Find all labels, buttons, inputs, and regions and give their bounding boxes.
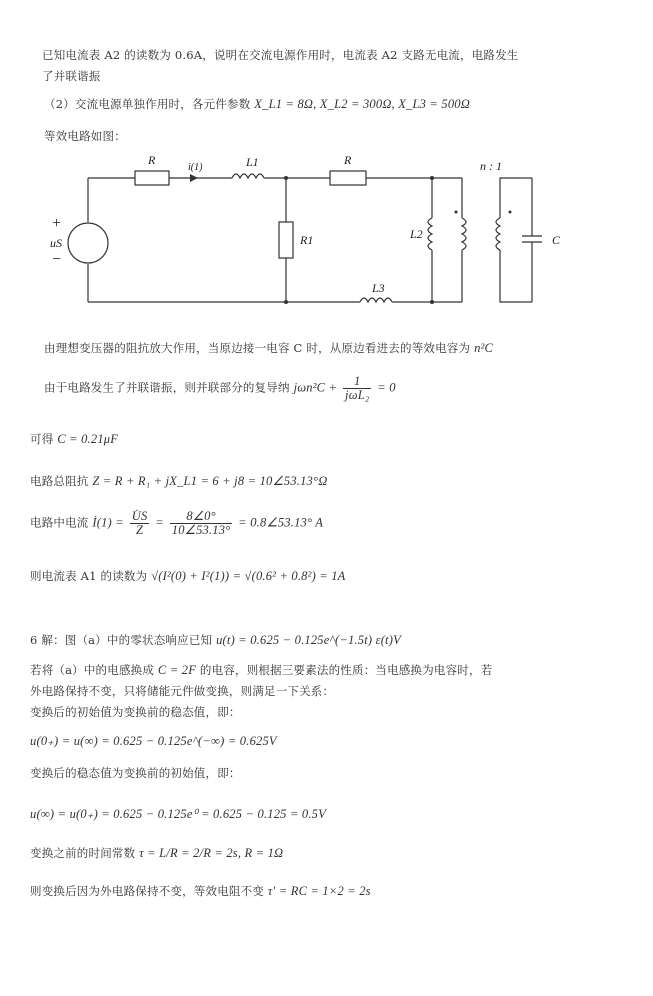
paragraph-line: 了并联谐振 <box>42 69 101 83</box>
circuit-diagram <box>0 148 653 348</box>
q6-tau-line <box>30 845 283 861</box>
label-C: C <box>552 233 561 247</box>
resonance-text: 由于电路发生了并联谐振，则并联部分的复导纳 <box>44 380 290 395</box>
equivalent-circuit-label: 等效电路如图： <box>44 129 126 143</box>
q6-p1-text: 若将（a）中的电感换成 <box>30 663 155 677</box>
q6-tau-math: τ = L/R = 2/R = 2s, R = 1Ω <box>139 846 284 860</box>
label-us: uS <box>50 236 62 250</box>
item-2-math: X_L1 = 8Ω, X_L2 = 300Ω, X_L3 = 500Ω <box>254 97 470 111</box>
c-result-math: C = 0.21μF <box>57 432 119 446</box>
current-fraction-1 <box>130 510 150 537</box>
fraction-numerator: 8∠0° <box>170 510 233 524</box>
q6-paragraph-4: 变换后的稳态值为变换前的初始值，即： <box>30 766 241 780</box>
label-plus: + <box>52 215 62 232</box>
current-rhs: = 0.8∠53.13° A <box>238 515 324 530</box>
resonance-fraction <box>343 375 371 402</box>
item-2 <box>44 96 470 112</box>
q6-header <box>30 632 401 648</box>
current-line <box>30 510 323 537</box>
label-L3: L3 <box>372 281 385 295</box>
q6-paragraph-2: 外电路保持不变，只将储能元件做变换，则满足一下关系： <box>30 684 335 698</box>
q6-equation-1: u(0₊) = u(∞) = 0.625 − 0.125e^(−∞) = 0.625V <box>30 734 277 748</box>
capacitance-result <box>30 431 118 447</box>
label-R-left: R <box>148 153 156 167</box>
item-2-text: （2）交流电源单独作用时，各元件参数 <box>44 97 251 111</box>
fraction-denominator: Z <box>135 523 144 537</box>
ammeter-a1-line <box>30 568 346 584</box>
q6-paragraph-3: 变换后的初始值为变换前的稳态值，即： <box>30 705 241 719</box>
impedance-text: 电路总阻抗 <box>30 474 89 488</box>
impedance-math: Z = R + R₁ + jX_L1 = 6 + j8 = 10∠53.13°Ω <box>92 474 328 488</box>
q6-paragraph-1 <box>30 662 492 678</box>
fraction-denominator: 10∠53.13° <box>171 523 231 537</box>
q6-math: u(t) = 0.625 − 0.125e^(−1.5t) ε(t)V <box>216 633 401 647</box>
q6-final-math: τ′ = RC = 1×2 = 2s <box>267 884 371 898</box>
transformer-line <box>44 340 493 356</box>
current-text: 电路中电流 <box>30 515 89 530</box>
current-equals: = <box>155 515 164 530</box>
c-result-text: 可得 <box>30 432 54 446</box>
label-R1: R1 <box>300 233 314 247</box>
resonance-math-b: = 0 <box>377 380 396 395</box>
q6-tau-text: 变换之前的时间常数 <box>30 846 136 860</box>
resonance-math-a: jωn²C + <box>293 380 338 395</box>
ammeter-a1-text: 则电流表 A1 的读数为 <box>30 569 148 583</box>
transformer-math: n²C <box>474 341 494 355</box>
label-minus: − <box>52 251 62 268</box>
q6-final-line <box>30 883 371 899</box>
label-i1: i(1) <box>188 162 203 173</box>
fraction-denominator: jωL₂ <box>345 388 370 402</box>
impedance-line <box>30 473 327 489</box>
transformer-text: 由理想变压器的阻抗放大作用，当原边接一电容 C 时，从原边看进去的等效电容为 <box>44 341 471 355</box>
fraction-numerator: 1 <box>343 375 371 389</box>
q6-equation-2: u(∞) = u(0₊) = 0.625 − 0.125e⁰ = 0.625 − 0.125 = 0.5V <box>30 807 326 821</box>
current-fraction-2 <box>170 510 233 537</box>
q6-final-text: 则变换后因为外电路保持不变，等效电阻不变 <box>30 884 264 898</box>
fraction-numerator: U̇S <box>131 509 148 523</box>
label-R-top: R <box>344 153 352 167</box>
q6-p1-rest: 的电容，则根据三要素法的性质：当电感换为电容时，若 <box>199 663 493 677</box>
current-lhs: İ(1) = <box>92 515 124 530</box>
label-L2: L2 <box>410 227 423 241</box>
resonance-line <box>44 375 396 402</box>
label-L1: L1 <box>246 155 259 169</box>
q6-p1-math: C = 2F <box>157 663 197 677</box>
q6-prefix: 6 解：图（a）中的零状态响应已知 <box>30 633 213 647</box>
paragraph-line: 已知电流表 A2 的读数为 0.6A，说明在交流电源作用时，电流表 A2 支路无电流，电路发生 <box>42 48 519 62</box>
label-ratio: n : 1 <box>480 159 502 173</box>
ammeter-a1-math: √(I²(0) + I²(1)) = √(0.6² + 0.8²) = 1A <box>151 569 346 583</box>
